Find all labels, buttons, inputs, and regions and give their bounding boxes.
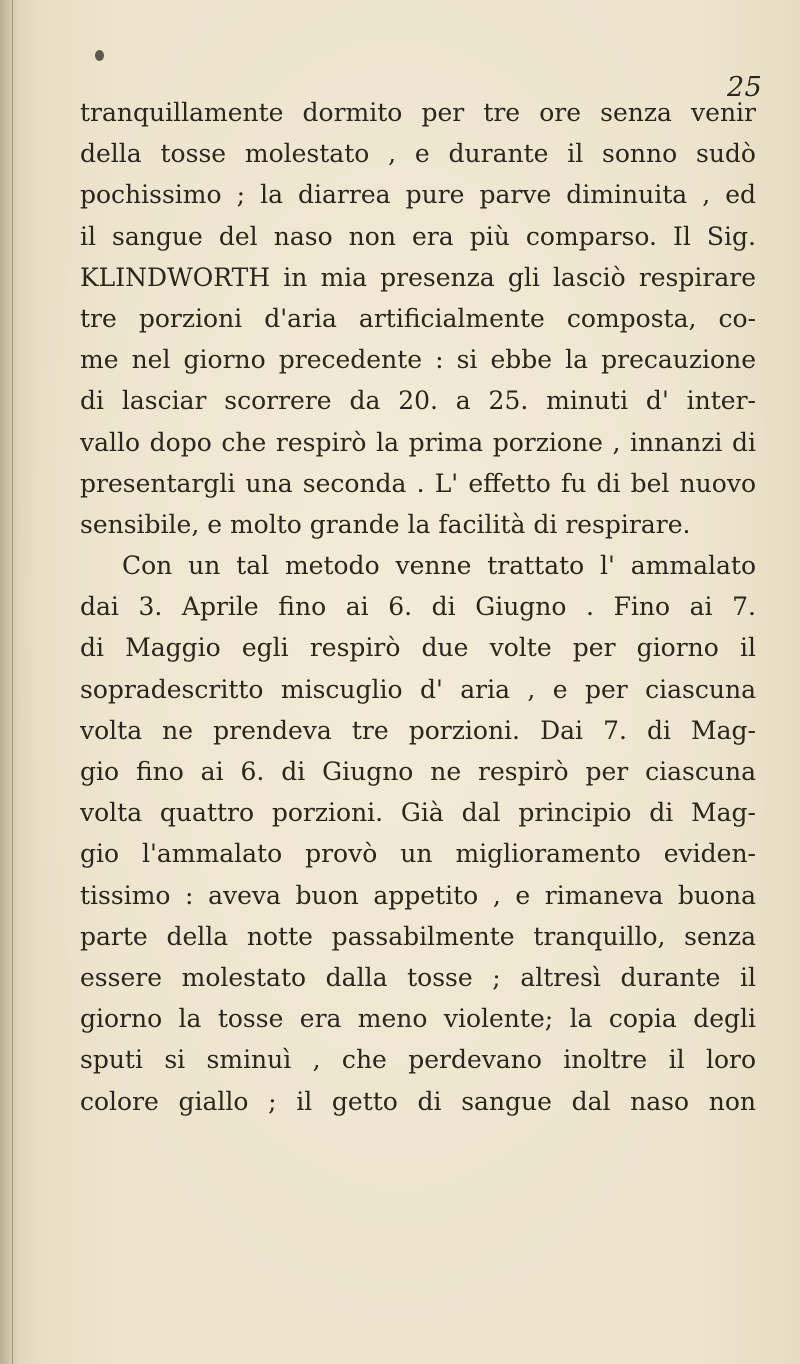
text-line: gio fino ai 6. di Giugno ne respirò per ciascuna [80, 757, 756, 786]
ink-spot [95, 50, 104, 61]
text-line: volta quattro porzioni. Già dal principio di Mag- [80, 798, 756, 828]
text-line: Con un tal metodo venne trattato l' ammalato [122, 551, 756, 581]
page-number: 25 [727, 72, 763, 103]
text-line: tissimo : aveva buon appetito , e rimaneva buona [80, 880, 756, 910]
text-line: di Maggio egli respirò due volte per giorno il [80, 633, 756, 663]
text-line: sopradescritto miscuglio d' aria , e per ciascuna [80, 674, 756, 704]
text-line: tranquillamente dormito per tre ore senza venir [80, 98, 756, 127]
text-line: volta ne prendeva tre porzioni. Dai 7. di Mag- [80, 715, 756, 745]
text-line: sputi si sminuì , che perdevano inoltre il loro [80, 1045, 756, 1075]
text-line: giorno la tosse era meno violente; la copia degli [80, 1004, 756, 1034]
text-line: colore giallo ; il getto di sangue dal naso non [80, 1086, 756, 1116]
text-line: me nel giorno precedente : si ebbe la precauzione [80, 345, 756, 375]
text-line: il sangue del naso non era più comparso. Il Sig. [80, 221, 756, 251]
text-line: presentargli una seconda . L' effetto fu di bel nuovo [80, 468, 756, 498]
body-text [80, 92, 756, 1122]
text-line: parte della notte passabilmente tranquillo, senza [80, 921, 756, 951]
text-line: di lasciar scorrere da 20. a 25. minuti d' inter- [80, 386, 756, 416]
page-edge-line [12, 0, 13, 1364]
text-line: gio l'ammalato provò un miglioramento eviden- [80, 839, 756, 869]
page-binding-shadow [0, 0, 18, 1364]
text-line: dai 3. Aprile fino ai 6. di Giugno . Fino ai 7. [80, 592, 756, 622]
text-line: KLINDWORTH in mia presenza gli lasciò respirare [80, 262, 756, 292]
text-line: sensibile, e molto grande la facilità di respirare. [80, 509, 691, 539]
text-line: tre porzioni d'aria artificialmente composta, co- [80, 303, 756, 333]
text-line: essere molestato dalla tosse ; altresì durante il [80, 962, 756, 992]
text-line: pochissimo ; la diarrea pure parve diminuita , ed [80, 180, 756, 210]
text-line: vallo dopo che respirò la prima porzione , innanzi di [80, 427, 756, 457]
text-line: della tosse molestato , e durante il sonno sudò [80, 139, 756, 169]
